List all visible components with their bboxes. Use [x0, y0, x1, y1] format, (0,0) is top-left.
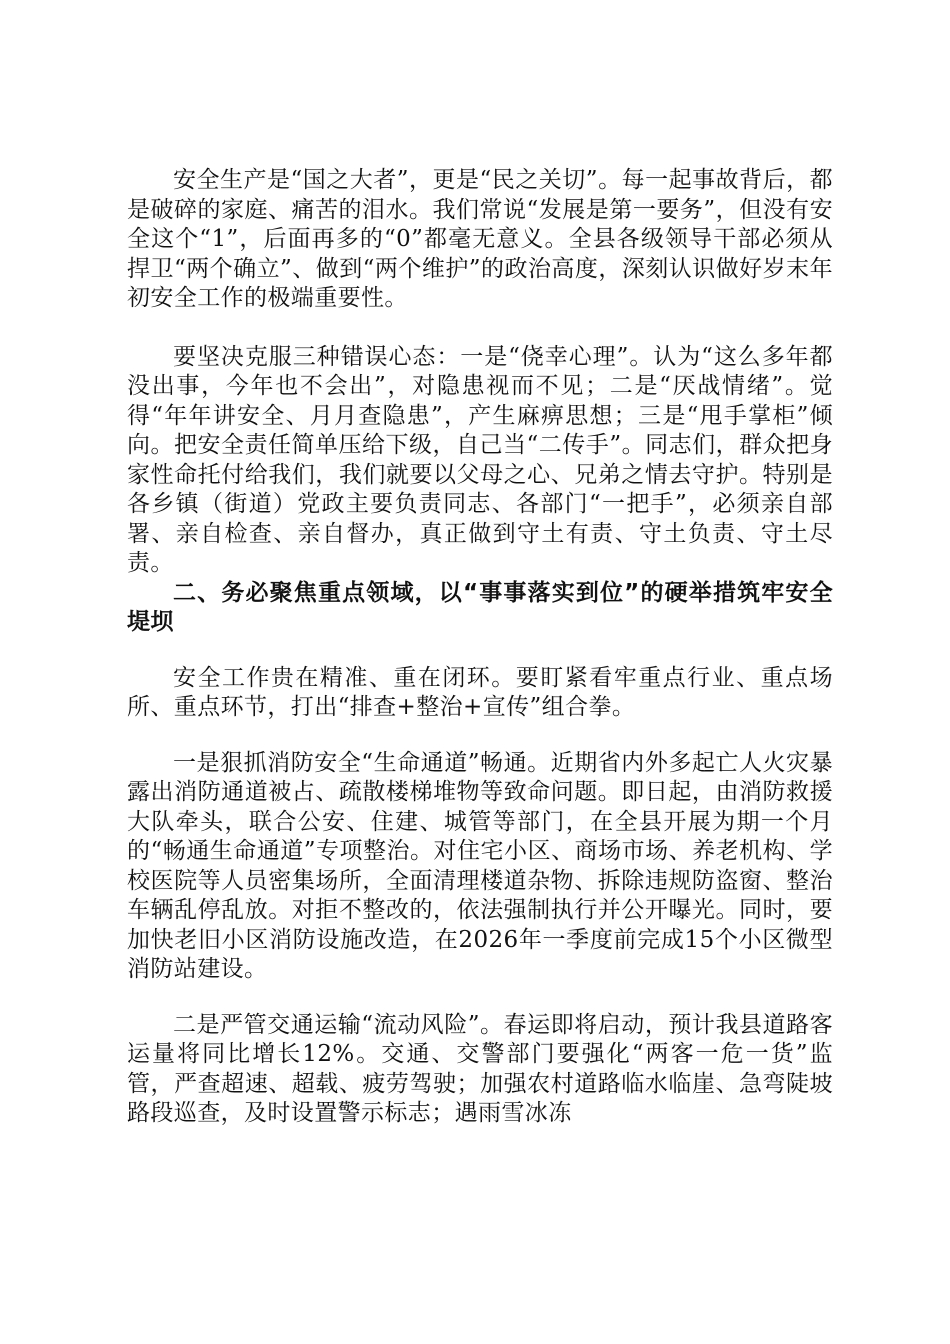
paragraph-importance: 安全生产是“国之大者”，更是“民之关切”。每一起事故背后，都是破碎的家庭、痛苦的泪水。我们常说“发展是第一要务”，但没有安全这个“1”，后面再多的“0”都毫无意义。全县各级领导干部必须从捍卫“两个确立”、做到“两个维护”的政治高度，深刻认识做好岁末年初安全工作的极端重要性。: [127, 167, 833, 311]
paragraph-fire-safety: 一是狠抓消防安全“生命通道”畅通。近期省内外多起亡人火灾暴露出消防通道被占、疏散楼梯堆物等致命问题。即日起，由消防救援大队牵头，联合公安、住建、城管等部门，在全县开展为期一个月的“畅通生命通道”专项整治。对住宅小区、商场市场、养老机构、学校医院等人员密集场所，全面清理楼道杂物、拆除违规防盗窗、整治车辆乱停乱放。对拒不整改的，依法强制执行并公开曝光。同时，要加快老旧小区消防设施改造，在2026年一季度前完成15个小区微型消防站建设。: [127, 749, 833, 982]
paragraph-mindsets: 要坚决克服三种错误心态：一是“侥幸心理”。认为“这么多年都没出事，今年也不会出”，对隐患视而不见；二是“厌战情绪”。觉得“年年讲安全、月月查隐患”，产生麻痹思想；三是“甩手掌柜”倾向。把安全责任简单压给下级，自己当“二传手”。同志们，群众把身家性命托付给我们，我们就要以父母之心、兄弟之情去守护。特别是各乡镇（街道）党政主要负责同志、各部门“一把手”，必须亲自部署、亲自检查、亲自督办，真正做到守土有责、守土负责、守土尽责。: [127, 343, 833, 576]
document-page: [127, 166, 833, 1129]
paragraph-section-intro: 安全工作贵在精准、重在闭环。要盯紧看牢重点行业、重点场所、重点环节，打出“排查+整治+宣传”组合拳。: [127, 664, 833, 720]
paragraph-traffic-safety: 二是严管交通运输“流动风险”。春运即将启动，预计我县道路客运量将同比增长12%。交通、交警部门要强化“两客一危一货”监管，严查超速、超载、疲劳驾驶；加强农村道路临水临崖、急弯陡坡路段巡查，及时设置警示标志；遇雨雪冰冻: [127, 1011, 833, 1126]
section-heading: 二、务必聚焦重点领域，以“事事落实到位”的硬举措筑牢安全堤坝: [127, 579, 833, 635]
